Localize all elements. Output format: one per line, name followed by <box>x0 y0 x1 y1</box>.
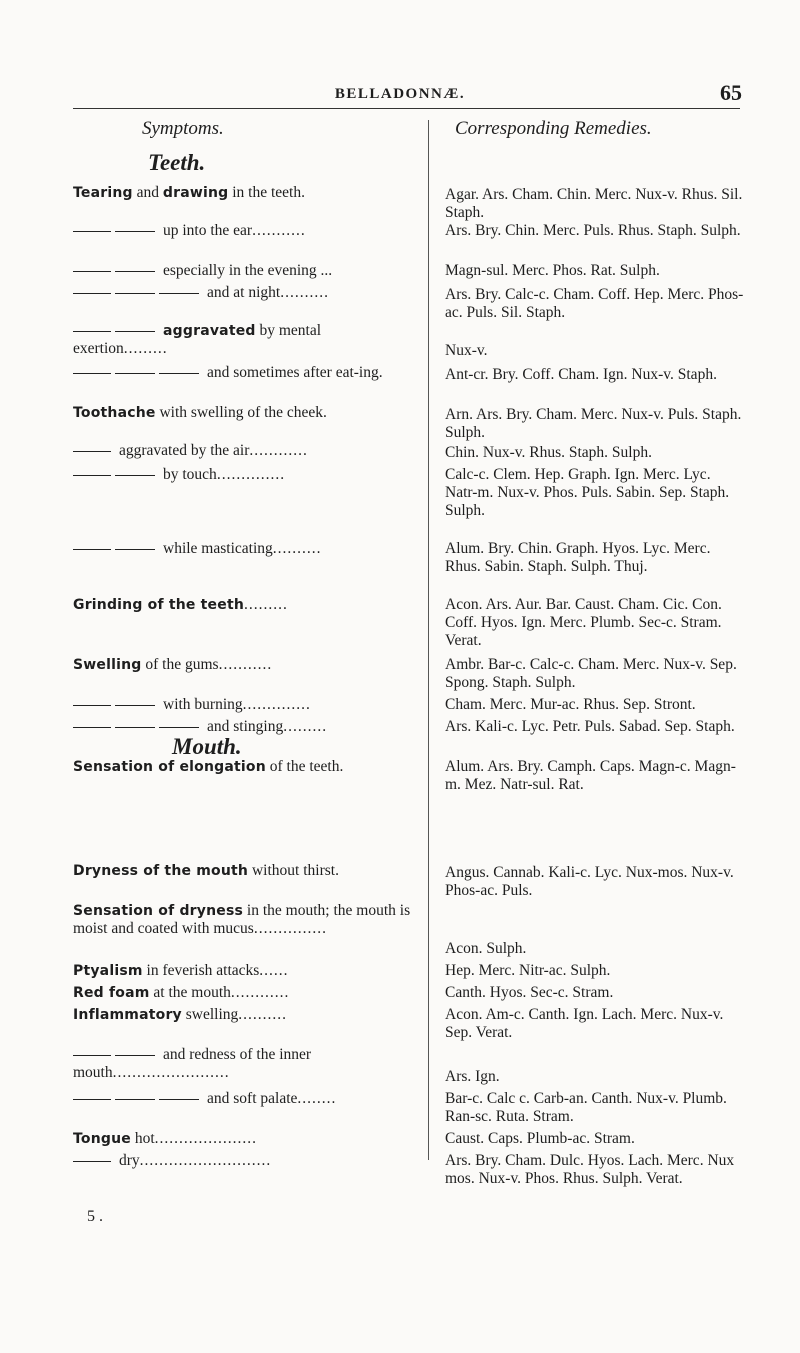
remedy-entry: Calc-c. Clem. Hep. Graph. Ign. Merc. Lyc. Natr-m. Nux-v. Phos. Puls. Sabin. Sep. Staph. Sulph. <box>445 466 730 519</box>
remedy-entry: Hep. Merc. Nitr-ac. Sulph. <box>445 962 611 979</box>
remedy-entry: Agar. Ars. Cham. Chin. Merc. Nux-v. Rhus. Sil. Staph. <box>445 186 743 221</box>
remedies-column-heading: Corresponding Remedies. <box>455 118 652 139</box>
symptom-entry: while masticating.......... <box>73 540 416 558</box>
remedy-entry: Ars. Bry. Cham. Dulc. Hyos. Lach. Merc. Nux mos. Nux-v. Phos. Rhus. Sulph. Verat. <box>445 1152 735 1187</box>
remedy-entry: Cham. Merc. Mur-ac. Rhus. Sep. Stront. <box>445 696 696 713</box>
remedy-entry: Nux-v. <box>445 342 488 359</box>
remedy-entry: Bar-c. Calc c. Carb-an. Canth. Nux-v. Plumb. Ran-sc. Ruta. Stram. <box>445 1090 727 1125</box>
remedy-entry: Ambr. Bar-c. Calc-c. Cham. Merc. Nux-v. Sep. Spong. Staph. Sulph. <box>445 656 737 691</box>
symptom-entry: aggravated by the air............ <box>73 442 416 460</box>
symptom-entry: up into the ear........... <box>73 222 416 240</box>
section-heading-teeth: Teeth. <box>148 150 206 175</box>
remedy-entry: Arn. Ars. Bry. Cham. Merc. Nux-v. Puls. Staph. Sulph. <box>445 406 742 441</box>
symptom-entry: Swelling of the gums........... <box>73 656 273 673</box>
remedy-entry: Acon. Sulph. <box>445 940 527 957</box>
remedy-entry: Alum. Bry. Chin. Graph. Hyos. Lyc. Merc. Rhus. Sabin. Staph. Sulph. Thuj. <box>445 540 711 575</box>
remedy-entry: Ars. Kali-c. Lyc. Petr. Puls. Sabad. Sep. Staph. <box>445 718 735 735</box>
section-heading-mouth: Mouth. <box>172 734 242 759</box>
symptom-entry: dry........................... <box>73 1152 416 1170</box>
symptom-entry: Dryness of the mouth without thirst. <box>73 862 339 879</box>
remedy-entry: Chin. Nux-v. Rhus. Staph. Sulph. <box>445 444 652 461</box>
remedy-entry: Acon. Am-c. Canth. Ign. Lach. Merc. Nux-v. Sep. Verat. <box>445 1006 724 1041</box>
running-header-title: BELLADONNÆ. <box>334 86 466 102</box>
symptom-entry: with burning.............. <box>73 696 416 714</box>
symptom-entry: Red foam at the mouth............ <box>73 984 290 1001</box>
remedy-entry: Alum. Ars. Bry. Camph. Caps. Magn-c. Magn-m. Mez. Natr-sul. Rat. <box>445 758 736 793</box>
remedy-entry: Ant-cr. Bry. Coff. Cham. Ign. Nux-v. Staph. <box>445 366 717 383</box>
symptoms-column-heading: Symptoms. <box>142 118 224 139</box>
remedy-entry: Ars. Bry. Calc-c. Cham. Coff. Hep. Merc. Phos-ac. Puls. Sil. Staph. <box>445 286 744 321</box>
symptom-entry: Ptyalism in feverish attacks...... <box>73 962 289 979</box>
symptom-entry: Toothache with swelling of the cheek. <box>73 404 327 421</box>
symptom-entry: Sensation of elongation of the teeth. <box>73 758 344 775</box>
column-divider <box>428 120 429 1160</box>
header-rule <box>73 108 740 109</box>
remedy-entry: Magn-sul. Merc. Phos. Rat. Sulph. <box>445 262 660 279</box>
symptom-entry: by touch.............. <box>73 466 416 484</box>
symptom-entry: aggravated by mental exertion......... <box>73 322 322 357</box>
symptom-entry: Tongue hot..................... <box>73 1130 258 1147</box>
symptom-entry: and at night.......... <box>73 284 416 302</box>
symptom-entry: Tearing and drawing in the teeth. <box>73 184 305 201</box>
symptom-entry: and sometimes after eat-ing. <box>73 364 416 382</box>
symptom-entry: especially in the evening ... <box>73 262 416 280</box>
symptom-entry: Inflammatory swelling.......... <box>73 1006 288 1023</box>
symptom-entry: Grinding of the teeth......... <box>73 596 288 613</box>
symptom-entry: and stinging......... <box>73 718 416 736</box>
remedy-entry: Acon. Ars. Aur. Bar. Caust. Cham. Cic. Con. Coff. Hyos. Ign. Merc. Plumb. Sec-c. Stram. Verat. <box>445 596 722 649</box>
remedy-entry: Ars. Ign. <box>445 1068 500 1085</box>
signature-mark: 5 . <box>87 1208 103 1225</box>
remedy-entry: Canth. Hyos. Sec-c. Stram. <box>445 984 614 1001</box>
symptom-entry: and redness of the inner mouth........................ <box>73 1046 312 1081</box>
page-number: 65 <box>720 80 742 105</box>
symptom-entry: and soft palate........ <box>73 1090 416 1108</box>
symptom-entry: Sensation of dryness in the mouth; the mouth is moist and coated with mucus............... <box>73 902 411 937</box>
remedy-entry: Caust. Caps. Plumb-ac. Stram. <box>445 1130 635 1147</box>
remedy-entry: Angus. Cannab. Kali-c. Lyc. Nux-mos. Nux-v. Phos-ac. Puls. <box>445 864 734 899</box>
remedy-entry: Ars. Bry. Chin. Merc. Puls. Rhus. Staph. Sulph. <box>445 222 741 239</box>
